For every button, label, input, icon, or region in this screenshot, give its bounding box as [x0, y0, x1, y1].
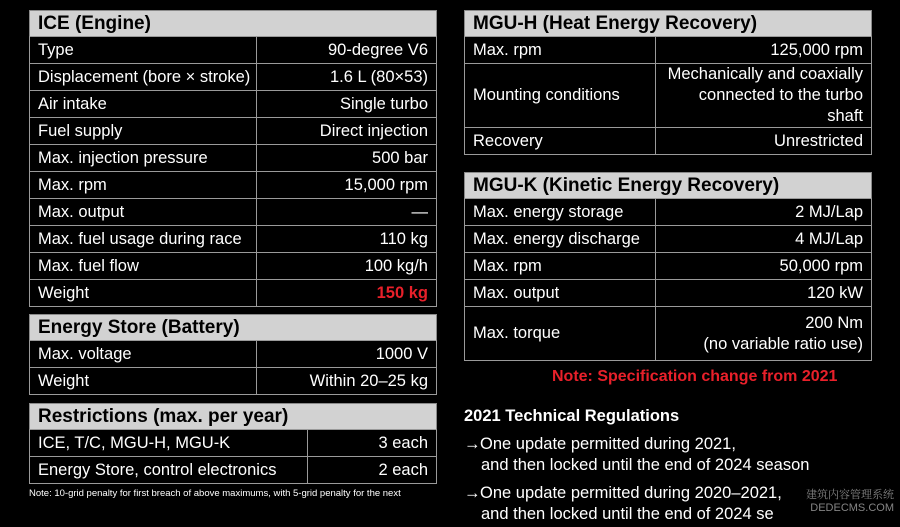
restrictions-panel	[29, 403, 437, 484]
restrictions-table	[29, 429, 437, 484]
row-label: Max. rpm	[465, 253, 656, 280]
row-label: Max. energy discharge	[465, 226, 656, 253]
row-label: Max. torque	[465, 307, 656, 361]
row-label: Max. rpm	[465, 37, 656, 64]
table-row	[30, 430, 437, 457]
row-value: 100 kg/h	[257, 253, 437, 280]
row-label: Air intake	[30, 91, 257, 118]
row-value: 4 MJ/Lap	[656, 226, 872, 253]
table-row	[30, 118, 437, 145]
value-line: 200 Nm	[805, 313, 863, 332]
table-row	[30, 226, 437, 253]
mguh-panel	[464, 10, 872, 155]
table-row	[465, 199, 872, 226]
value-line: (no variable ratio use)	[703, 334, 863, 353]
row-value: 1000 V	[257, 341, 437, 368]
row-value: Within 20–25 kg	[257, 368, 437, 395]
table-row	[30, 64, 437, 91]
table-row	[30, 37, 437, 64]
table-row	[30, 341, 437, 368]
battery-table	[29, 340, 437, 395]
row-value: 3 each	[308, 430, 437, 457]
mguk-table	[464, 198, 872, 361]
mguh-table	[464, 36, 872, 155]
right-arrow-icon: →	[464, 435, 481, 453]
row-value: Direct injection	[257, 118, 437, 145]
row-label: Max. voltage	[30, 341, 257, 368]
watermark-text: 建筑内容管理系统	[806, 489, 894, 501]
row-label: Max. output	[30, 199, 257, 226]
row-label: Displacement (bore × stroke)	[30, 64, 257, 91]
row-label: Weight	[30, 368, 257, 395]
row-label: Type	[30, 37, 257, 64]
row-value: 90-degree V6	[257, 37, 437, 64]
watermark-text: DEDECMS.COM	[810, 502, 894, 514]
row-value: 2 each	[308, 457, 437, 484]
row-label: Max. fuel usage during race	[30, 226, 257, 253]
row-label: Weight	[30, 280, 257, 307]
regulation-line: and then locked until the end of 2024 season	[481, 456, 810, 474]
row-label: Fuel supply	[30, 118, 257, 145]
table-row	[465, 226, 872, 253]
regulation-line: One update permitted during 2020–2021,	[480, 484, 782, 502]
row-value: 2 MJ/Lap	[656, 199, 872, 226]
value-line: Mechanically and coaxially	[667, 65, 863, 83]
table-row	[30, 91, 437, 118]
table-row	[30, 280, 437, 307]
spec-change-note: Note: Specification change from 2021	[552, 368, 838, 385]
watermark	[806, 486, 894, 514]
regulation-line: One update permitted during 2021,	[480, 435, 736, 453]
row-label: Max. energy storage	[465, 199, 656, 226]
row-value: 120 kW	[656, 280, 872, 307]
row-value: 50,000 rpm	[656, 253, 872, 280]
mguk-panel	[464, 172, 872, 361]
row-value	[656, 64, 872, 128]
table-row	[30, 199, 437, 226]
row-value: —	[257, 199, 437, 226]
row-label: Energy Store, control electronics	[30, 457, 308, 484]
battery-title: Energy Store (Battery)	[29, 314, 437, 340]
row-value: 110 kg	[257, 226, 437, 253]
row-label: Mounting conditions	[465, 64, 656, 128]
penalty-note: Note: 10-grid penalty for first breach of above maximums, with 5-grid penalty for the next	[29, 488, 401, 499]
regulation-item	[464, 483, 782, 525]
value-line: connected to the turbo shaft	[698, 86, 863, 125]
regulation-item	[464, 434, 809, 476]
ice-table	[29, 36, 437, 307]
table-row	[465, 280, 872, 307]
table-row	[30, 457, 437, 484]
row-label: Max. injection pressure	[30, 145, 257, 172]
right-arrow-icon: →	[464, 484, 481, 502]
table-row	[465, 253, 872, 280]
row-label: Max. rpm	[30, 172, 257, 199]
row-value: 500 bar	[257, 145, 437, 172]
row-value: 15,000 rpm	[257, 172, 437, 199]
row-value: 125,000 rpm	[656, 37, 872, 64]
restrictions-title: Restrictions (max. per year)	[29, 403, 437, 429]
regulation-line: and then locked until the end of 2024 se	[481, 505, 774, 523]
row-value: Unrestricted	[656, 128, 872, 155]
table-row	[465, 37, 872, 64]
row-label: ICE, T/C, MGU-H, MGU-K	[30, 430, 308, 457]
mguk-title: MGU-K (Kinetic Energy Recovery)	[464, 172, 872, 198]
table-row	[30, 253, 437, 280]
table-row	[30, 172, 437, 199]
row-value: Single turbo	[257, 91, 437, 118]
row-label: Max. fuel flow	[30, 253, 257, 280]
table-row	[465, 307, 872, 361]
table-row	[30, 368, 437, 395]
mguh-title: MGU-H (Heat Energy Recovery)	[464, 10, 872, 36]
regulations-title: 2021 Technical Regulations	[464, 407, 680, 425]
battery-panel	[29, 314, 437, 395]
ice-panel	[29, 10, 437, 307]
row-value: 1.6 L (80×53)	[257, 64, 437, 91]
ice-title: ICE (Engine)	[29, 10, 437, 36]
table-row	[465, 128, 872, 155]
row-label: Recovery	[465, 128, 656, 155]
row-value	[656, 307, 872, 361]
weight-value-highlight: 150 kg	[257, 280, 437, 307]
table-row	[30, 145, 437, 172]
table-row	[465, 64, 872, 128]
row-label: Max. output	[465, 280, 656, 307]
